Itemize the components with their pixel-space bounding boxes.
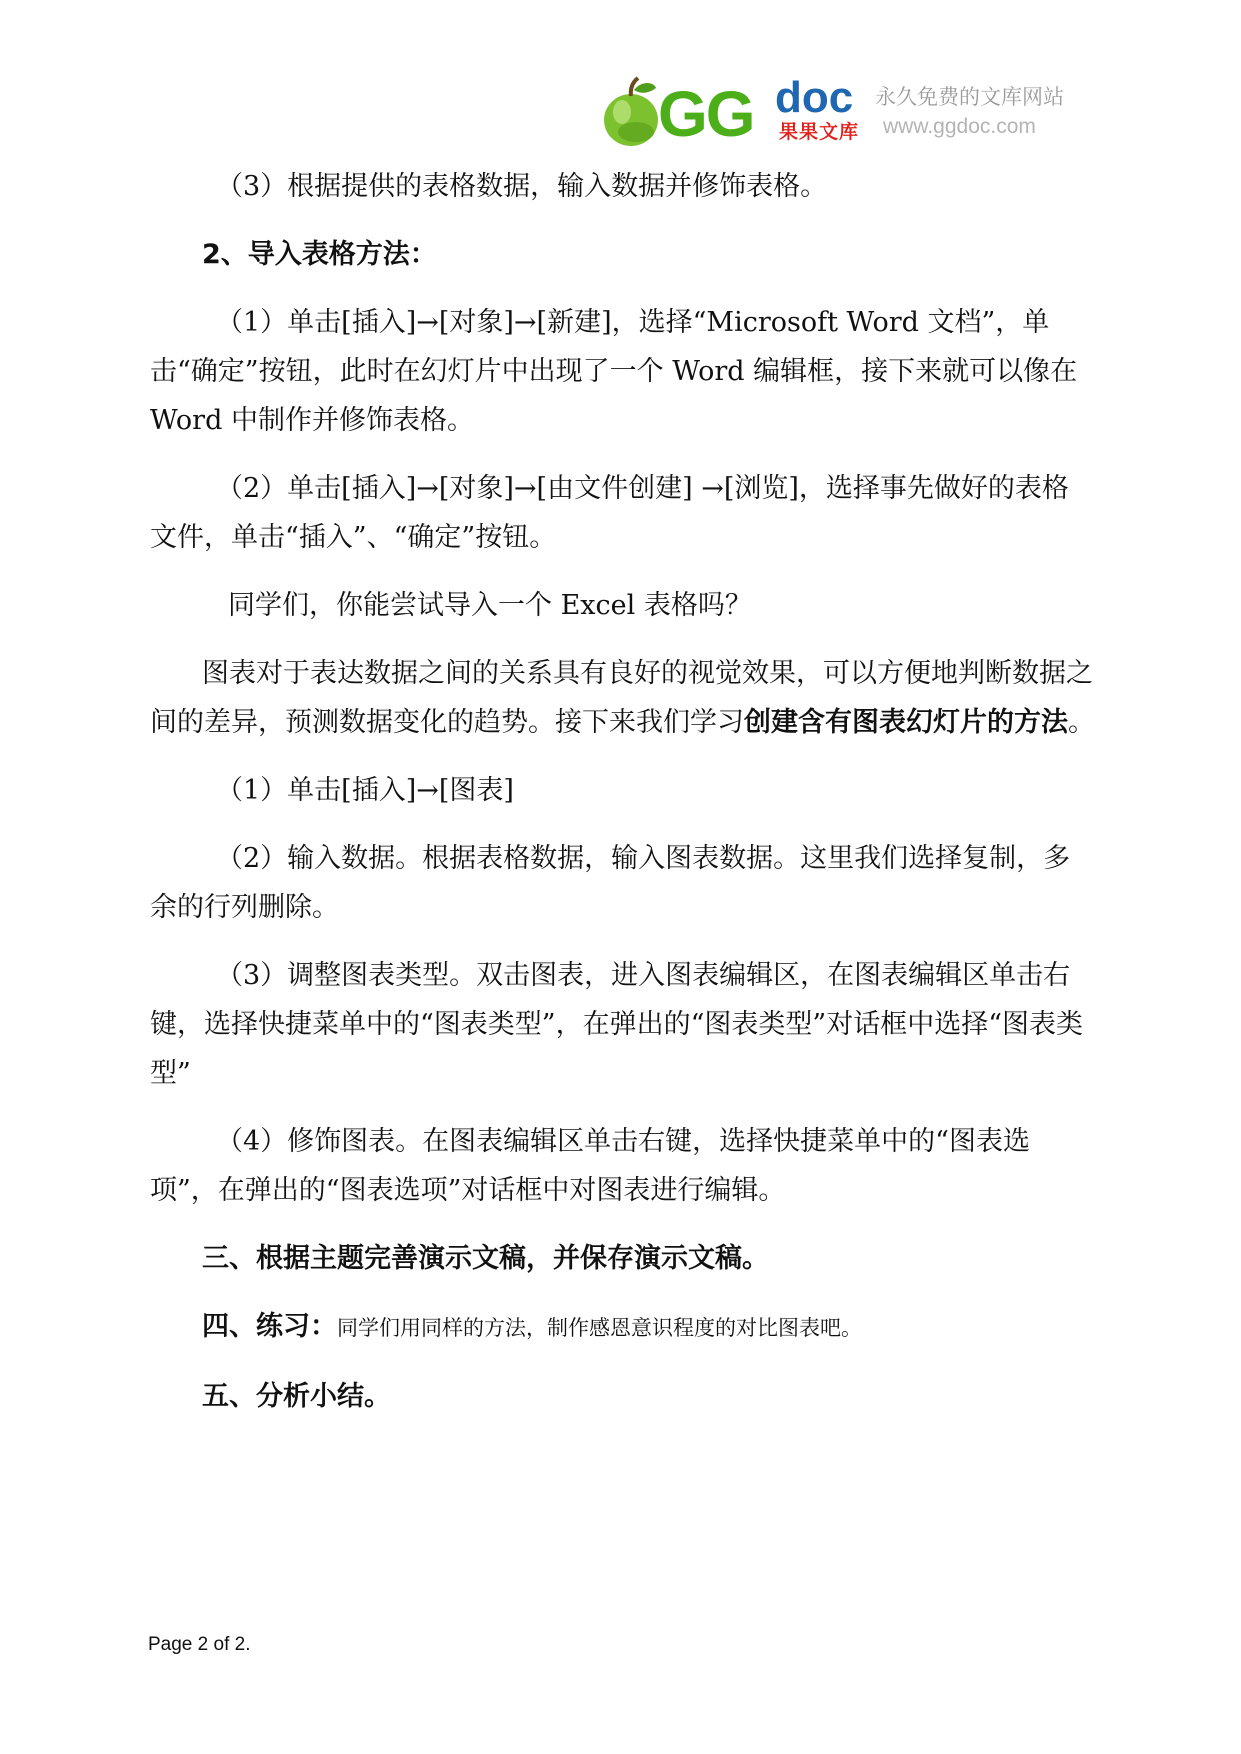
heading-section-3: 三、根据主题完善演示文稿，并保存演示文稿。 [202, 1243, 769, 1274]
paragraph-excel-question: 同学们，你能尝试导入一个 Excel 表格吗？ [228, 590, 752, 621]
site-slogan: 永久免费的文库网站 [875, 85, 1064, 109]
apple-icon [600, 76, 664, 148]
page-number: Page 2 of 2. [148, 1634, 251, 1655]
paragraph-import-2: （2）单击[插入]→[对象]→[由文件创建] →[浏览]，选择事先做好的表格文件，单击“插入”、“确定”按钮。 [150, 473, 1069, 553]
paragraph-chart-3: （3）调整图表类型。双击图表，进入图表编辑区，在图表编辑区单击右键，选择快捷菜单中的“图表类型”，在弹出的“图表类型”对话框中选择“图表类型” [150, 960, 1084, 1089]
paragraph-import-1: （1）单击[插入]→[对象]→[新建]，选择“Microsoft Word 文档”，单击“确定”按钮，此时在幻灯片中出现了一个 Word 编辑框，接下来就可以像在 Word 中制作并修饰表格。 [150, 307, 1078, 436]
chart-intro-end: 。 [1068, 707, 1095, 738]
document-body [150, 162, 1095, 1421]
heading-section-5: 五、分析小结。 [202, 1381, 391, 1412]
heading-import-table: 2、导入表格方法： [202, 239, 437, 270]
paragraph-chart-2: （2）输入数据。根据表格数据，输入图表数据。这里我们选择复制，多余的行列删除。 [150, 843, 1071, 923]
logo-chinese-name: 果果文库 [779, 121, 860, 143]
heading-section-4 [150, 1302, 1095, 1353]
chart-intro-text: 图表对于表达数据之间的关系具有良好的视觉效果，可以方便地判断数据之间的差异，预测数据变化的趋势。接下来我们学习 [150, 658, 1093, 738]
site-url[interactable]: www.ggdoc.com [883, 115, 1036, 138]
chart-intro-bold: 创建含有图表幻灯片的方法 [744, 707, 1068, 738]
paragraph-step-3: （3）根据提供的表格数据，输入数据并修饰表格。 [216, 171, 828, 202]
paragraph-chart-1: （1）单击[插入]→[图表] [216, 775, 514, 806]
exercise-text: 同学们用同样的方法，制作感恩意识程度的对比图表吧。 [337, 1316, 862, 1340]
exercise-label: 四、练习： [202, 1311, 337, 1342]
ggdoc-logo [600, 73, 1080, 150]
logo-gg-text: GG [658, 78, 754, 150]
logo-doc-text: doc [775, 73, 854, 122]
paragraph-chart-4: （4）修饰图表。在图表编辑区单击右键，选择快捷菜单中的“图表选项”，在弹出的“图表选项”对话框中对图表进行编辑。 [150, 1126, 1030, 1206]
paragraph-chart-intro [150, 649, 1095, 747]
